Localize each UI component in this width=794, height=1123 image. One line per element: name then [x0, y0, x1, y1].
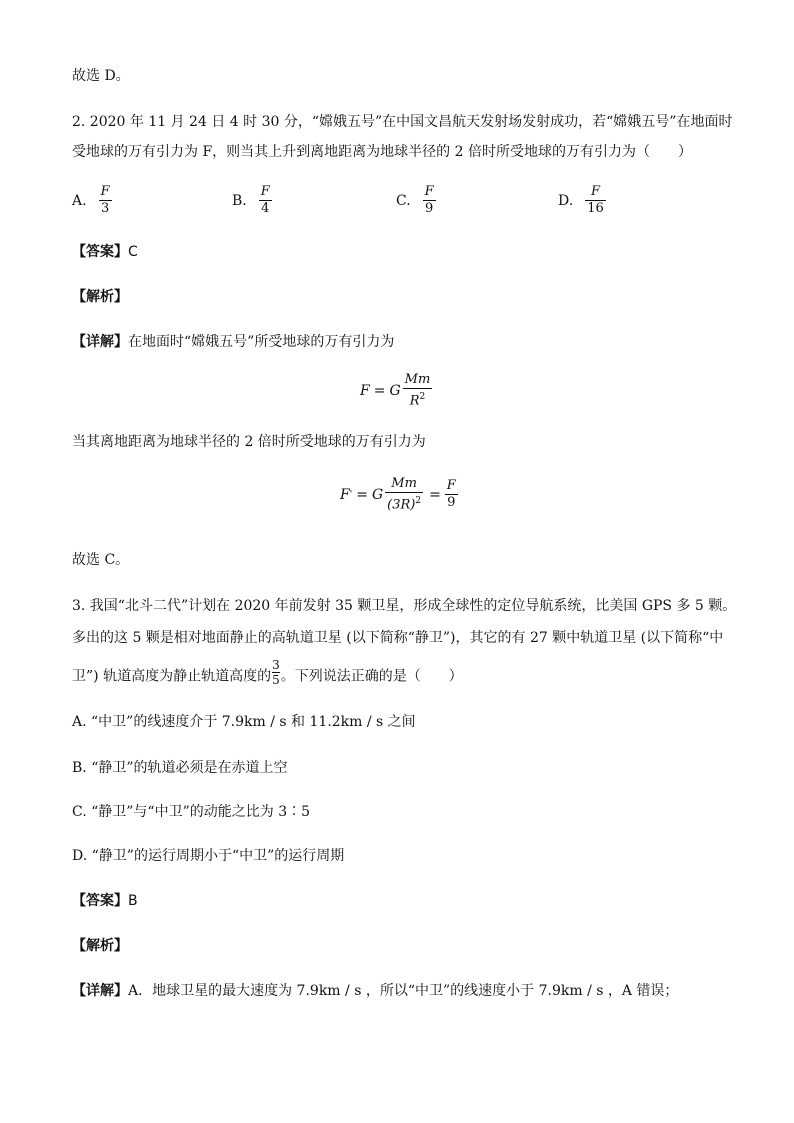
question-3-line-2: 多出的这 5 颗是相对地面静止的高轨道卫星 (以下简称“静卫”)，其它的有 27 颗中轨道卫星 (以下简称“中: [72, 630, 724, 646]
option-3-b: B. “静卫”的轨道必须是在赤道上空: [72, 760, 288, 776]
analysis-3-heading: 【解析】: [72, 938, 128, 954]
answer-3: 【答案】B: [72, 893, 138, 909]
formula-gravity-surface: F = G $\frac{Mm}{R^2}$: [360, 372, 431, 409]
answer-2: 【答案】C: [72, 244, 138, 260]
fraction: $\frac{Mm}{(3R)^2}$: [387, 476, 422, 513]
fraction: $\frac{F}{16}$: [587, 184, 604, 216]
question-2-line-2: 受地球的万有引力为 F，则当其上升到离地距离为地球半径的 2 倍时所受地球的万有引力为（ ）: [72, 144, 692, 160]
option-2-a: A. $\frac{F}{3}$: [72, 184, 110, 216]
option-2-b: B. $\frac{F}{4}$: [232, 184, 270, 216]
fraction: $\frac{F}{4}$: [260, 184, 270, 216]
detail-2-line-2: 当其离地距离为地球半径的 2 倍时所受地球的万有引力为: [72, 434, 426, 450]
question-2-line-1: 2. 2020 年 11 月 24 日 4 时 30 分，“嫦娥五号”在中国文昌航天发射场发射成功，若“嫦娥五号”在地面时: [72, 114, 733, 130]
conclusion-2: 故选 C。: [72, 552, 130, 568]
option-2-d: D. $\frac{F}{16}$: [558, 184, 604, 216]
conclusion-prev: 故选 D。: [72, 68, 130, 84]
analysis-2-heading: 【解析】: [72, 289, 128, 305]
detail-2: 【详解】在地面时“嫦娥五号”所受地球的万有引力为: [72, 334, 395, 350]
question-3-line-3: 卫”) 轨道高度为静止轨道高度的 $\frac{3}{5}$ 。下列说法正确的是（ ）: [72, 658, 463, 687]
option-3-c: C. “静卫”与“中卫”的动能之比为 3∶5: [72, 804, 311, 820]
fraction: $\frac{F}{9}$: [424, 184, 434, 216]
question-3-line-1: 3. 我国“北斗二代”计划在 2020 年前发射 35 颗卫星，形成全球性的定位导航系统，比美国 GPS 多 5 颗。: [72, 598, 737, 614]
detail-3: 【详解】A．地球卫星的最大速度为 7.9km / s ，所以“中卫”的线速度小于 7.9km / s ，A 错误；: [72, 983, 679, 999]
option-2-c: C. $\frac{F}{9}$: [396, 184, 434, 216]
option-3-d: D. “静卫”的运行周期小于“中卫”的运行周期: [72, 848, 345, 864]
fraction: $\frac{F}{9}$: [446, 478, 456, 511]
formula-gravity-height: F ' = G $\frac{Mm}{(3R)^2}$ = $\frac{F}{9}$: [340, 476, 456, 513]
fraction: $\frac{F}{3}$: [100, 184, 110, 216]
fraction: $\frac{Mm}{R^2}$: [404, 372, 431, 409]
fraction: $\frac{3}{5}$: [272, 658, 280, 687]
option-3-a: A. “中卫”的线速度介于 7.9km / s 和 11.2km / s 之间: [72, 714, 416, 730]
